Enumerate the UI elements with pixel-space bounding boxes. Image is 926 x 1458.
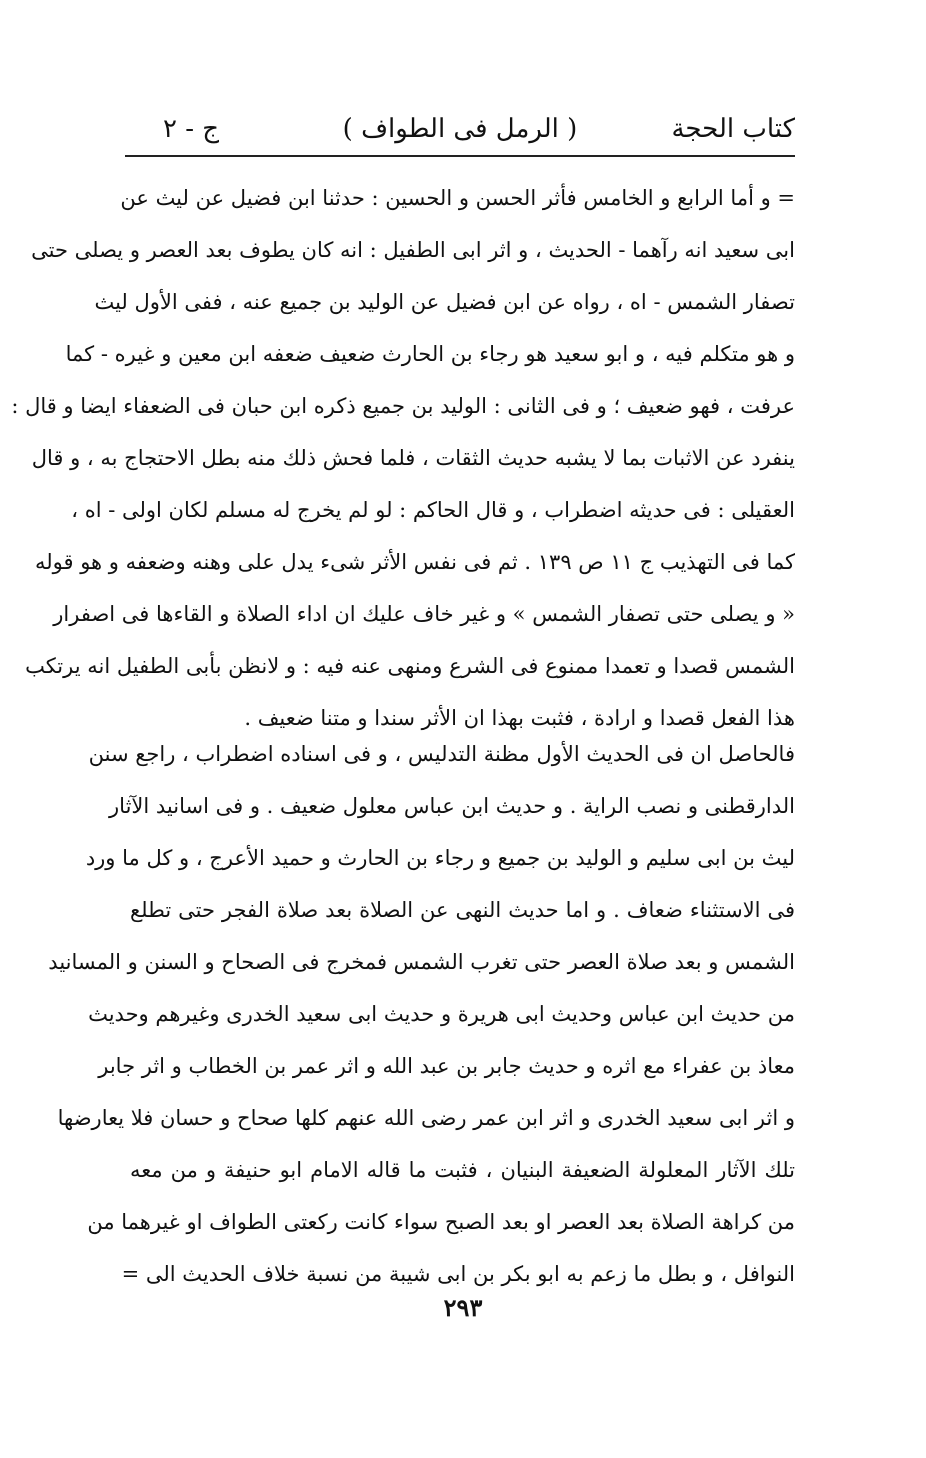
text-line: الشمس قصدا و تعمدا ممنوع فى الشرع ومنهى عنه فيه : و لانظن بأبى الطفيل انه يرتكب <box>25 654 795 678</box>
text-line: = و أما الرابع و الخامس فأثر الحسن و الحسين : حدثنا ابن فضيل عن ليث عن <box>120 186 795 210</box>
text-line: و هو متكلم فيه ، و ابو سعيد هو رجاء بن الحارث ضعيف ضعفه ابن معين و غيره - كما <box>65 342 795 366</box>
text-line: هذا الفعل قصدا و ارادة ، فثبت بهذا ان الأثر سندا و متنا ضعيف . <box>244 706 795 730</box>
text-line: « و يصلى حتى تصفار الشمس » و غير خاف عليك ان اداء الصلاة و القاءها فى اصفرار <box>53 602 795 626</box>
book-title: كتاب الحجة <box>671 114 795 144</box>
text-line: الشمس و بعد صلاة العصر حتى تغرب الشمس فمخرج فى الصحاح و السنن و المسانيد <box>48 950 795 974</box>
text-line: من حديث ابن عباس وحديث ابى هريرة و حديث ابى سعيد الخدرى وغيرهم وحديث <box>88 1002 795 1026</box>
text-line: الدارقطنى و نصب الراية . و حديث ابن عباس معلول ضعيف . و فى اسانيد الآثار <box>109 794 795 818</box>
text-line: ابى سعيد انه رآهما - الحديث ، و اثر ابى الطفيل : انه كان يطوف بعد العصر و يصلى حتى <box>31 238 795 262</box>
text-line: كما فى التهذيب ج ١١ ص ١٣٩ . ثم فى نفس الأثر شىء يدل على وهنه وضعفه و هو قوله <box>34 550 795 574</box>
header-rule <box>125 155 795 157</box>
volume-number: ج - ٢ <box>163 114 220 144</box>
text-line: معاذ بن عفراء مع اثره و حديث جابر بن عبد الله و اثر عمر بن الخطاب و اثر جابر <box>98 1054 795 1078</box>
page-number: ٢٩٣ <box>443 1293 483 1322</box>
paragraph-1 <box>11 172 795 744</box>
paragraph-2 <box>48 728 795 1300</box>
text-line: العقيلى : فى حديثه اضطراب ، و قال الحاكم : لو لم يخرج له مسلم لكان اولى - اه ، <box>71 498 795 522</box>
text-line: و اثر ابى سعيد الخدرى و اثر ابن عمر رضى الله عنهم كلها صحاح و حسان فلا يعارضها <box>57 1106 795 1130</box>
text-line: فالحاصل ان فى الحديث الأول مظنة التدليس ، و فى اسناده اضطراب ، راجع سنن <box>88 742 795 766</box>
text-line: تصفار الشمس - اه ، رواه عن ابن فضيل عن الوليد بن جميع عنه ، ففى الأول ليث <box>94 290 795 314</box>
text-line: من كراهة الصلاة بعد العصر او بعد الصبح سواء كانت ركعتى الطواف او غيرهما من <box>87 1210 795 1234</box>
text-line: ليث بن ابى سليم و الوليد بن جميع و رجاء بن الحارث و حميد الأعرج ، و كل ما ورد <box>85 846 795 870</box>
text-line: النوافل ، و بطل ما زعم به ابو بكر بن ابى شيبة من نسبة خلاف الحديث الى = <box>121 1262 795 1286</box>
text-line: فى الاستثناء ضعاف . و اما حديث النهى عن الصلاة بعد صلاة الفجر حتى تطلع <box>130 898 795 922</box>
text-line: عرفت ، فهو ضعيف ؛ و فى الثانى : الوليد بن جميع ذكره ابن حبان فى الضعفاء ايضا و قال : <box>11 394 795 418</box>
text-line: ينفرد عن الاثبات بما لا يشبه حديث الثقات ، فلما فحش ذلك منه بطل الاحتجاج به ، و قال <box>31 446 795 470</box>
text-line: تلك الآثار المعلولة الضعيفة البنيان ، فثبت ما قاله الامام ابو حنيفة و من معه <box>130 1158 795 1182</box>
running-header <box>125 108 795 154</box>
chapter-title: ( الرمل فى الطواف ) <box>342 114 578 144</box>
